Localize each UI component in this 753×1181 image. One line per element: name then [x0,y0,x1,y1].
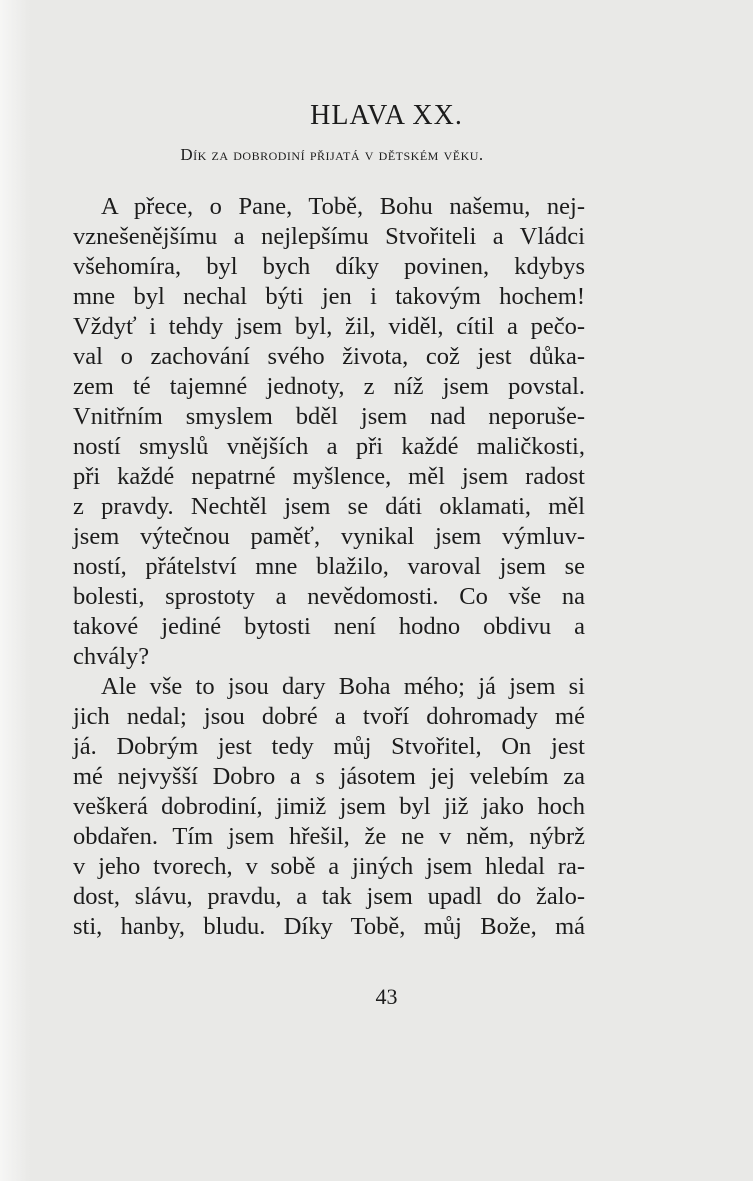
text-line: ností, přátelství mne blažilo, varoval jsem se [73,553,585,580]
text-line: sti, hanby, bludu. Díky Tobě, můj Bože, má [73,913,585,940]
text-line: všehomíra, byl bych díky povinen, kdybys [73,253,585,280]
text-line: Ale vše to jsou dary Boha mého; já jsem si [101,673,585,700]
text-line: bolesti, sprostoty a nevědomosti. Co vše na [73,583,585,610]
text-line: Vnitřním smyslem bděl jsem nad neporuše- [73,403,585,430]
text-line: mne byl nechal býti jen i takovým hochem! [73,283,585,310]
page-number: 43 [375,984,398,1009]
text-line: veškerá dobrodiní, jimiž jsem byl již jako hoch [73,793,585,820]
text-line: val o zachování svého života, což jest důka- [73,343,585,370]
text-line: jich nedal; jsou dobré a tvoří dohromady mé [73,703,585,730]
text-line: chvály? [73,643,150,670]
text-line: takové jediné bytosti není hodno obdivu a [73,613,585,640]
text-line: zem té tajemné jednoty, z níž jsem povstal. [73,373,585,400]
text-line: já. Dobrým jest tedy můj Stvořitel, On jest [73,733,585,760]
text-line: jsem výtečnou paměť, vynikal jsem výmluv- [73,523,585,550]
text-line: při každé nepatrné myšlence, měl jsem radost [73,463,585,490]
text-line: mé nejvyšší Dobro a s jásotem jej velebím za [73,763,585,790]
text-line: v jeho tvorech, v sobě a jiných jsem hledal ra- [73,853,585,880]
text-line: dost, slávu, pravdu, a tak jsem upadl do žalo- [73,883,585,910]
text-line: vznešenějšímu a nejlepšímu Stvořiteli a Vládci [73,223,585,250]
body-text [73,192,585,942]
paragraph-2 [73,672,585,942]
text-line: Vždyť i tehdy jsem byl, žil, viděl, cítil a pečo- [73,313,585,340]
text-line: A přece, o Pane, Tobě, Bohu našemu, nej- [101,193,585,220]
text-line: obdařen. Tím jsem hřešil, že ne v něm, nýbrž [73,823,585,850]
text-line: ností smyslů vnějších a při každé maličkosti, [73,433,585,460]
paragraph-1 [73,192,585,672]
chapter-subtitle: Dík za dobrodiní přijatá v dětském věku. [180,145,484,164]
text-line: z pravdy. Nechtěl jsem se dáti oklamati, měl [73,493,585,520]
chapter-title: HLAVA XX. [310,100,463,131]
